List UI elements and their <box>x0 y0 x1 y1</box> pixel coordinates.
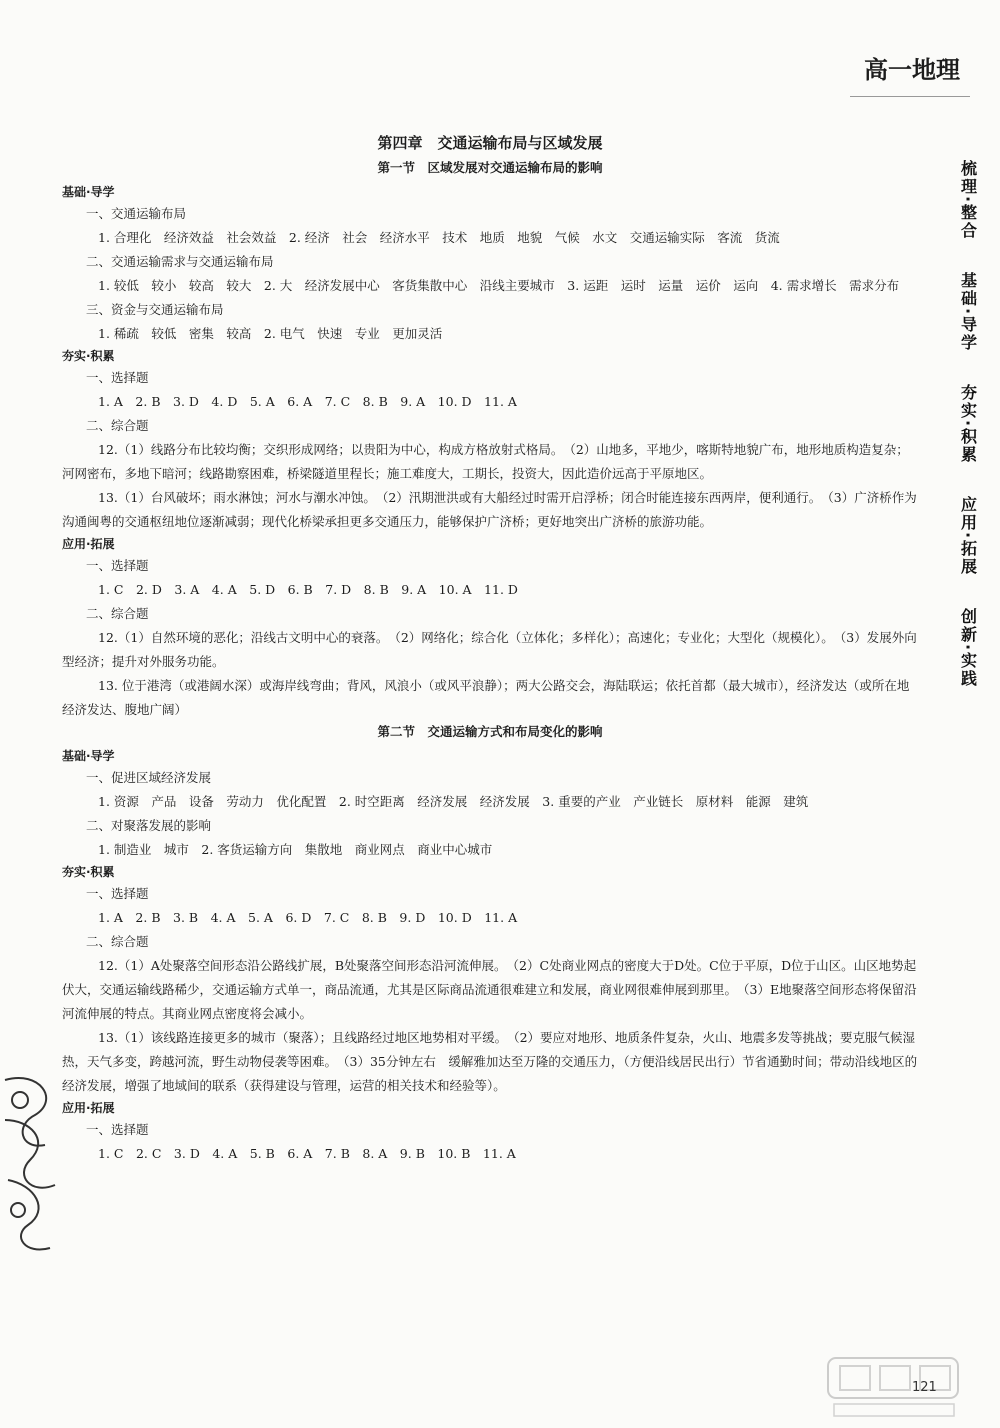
part-heading: 二、综合题 <box>86 934 149 949</box>
sections-container <box>62 158 918 1166</box>
section-title: 第二节 交通运输方式和布局变化的影响 <box>377 724 603 739</box>
answer-line: 12.（1）自然环境的恶化；沿线古文明中心的衰落。 （2）网络化；综合化（立体化；多样化）；高速化；专业化；大型化（规模化）。 （3）发展外向型经济；提升对外服务功能。 <box>62 630 917 669</box>
answer-line: 1. 稀疏 较低 密集 较高 2. 电气 快速 专业 更加灵活 <box>98 326 443 341</box>
answer-line: 1. 较低 较小 较高 较大 2. 大 经济发展中心 客货集散中心 沿线主要城市 3. 运距 运时 运量 运价 运向 4. 需求增长 需求分布 <box>98 278 900 293</box>
block-heading: 应用·拓展 <box>62 1101 115 1115</box>
part-heading: 二、综合题 <box>86 606 149 621</box>
answer-content <box>62 132 918 1166</box>
part-heading: 二、综合题 <box>86 418 149 433</box>
answer-line: 1. A 2. B 3. D 4. D 5. A 6. A 7. C 8. B 9. A 10. D 11. A <box>98 394 517 409</box>
chapter-title: 第四章 交通运输布局与区域发展 <box>377 134 603 152</box>
part-heading: 一、交通运输布局 <box>86 206 187 221</box>
part-heading: 一、促进区域经济发展 <box>86 770 212 785</box>
answer-line: 12.（1）线路分布比较均衡；交织形成网络；以贵阳为中心，构成方格放射式格局。 （2）山地多，平地少，喀斯特地貌广布，地形地质构造复杂；河网密布，多地下暗河；线路勘察困难，桥梁隧道里程长；施工难度大，工期长，投资大，因此造价远高于平原地区。 <box>62 442 909 481</box>
header-divider <box>850 96 970 97</box>
part-heading: 一、选择题 <box>86 558 149 573</box>
block-heading: 基础·导学 <box>62 185 115 199</box>
block-heading: 夯实·积累 <box>62 865 115 879</box>
side-nav-item-consolidate[interactable]: 夯实·积累 <box>958 384 978 465</box>
part-heading: 一、选择题 <box>86 1122 149 1137</box>
part-heading: 一、选择题 <box>86 370 149 385</box>
answer-line: 1. 合理化 经济效益 社会效益 2. 经济 社会 经济水平 技术 地质 地貌 气候 水文 交通运输实际 客流 货流 <box>98 230 780 245</box>
block-heading: 应用·拓展 <box>62 537 115 551</box>
answer-line: 1. C 2. D 3. A 4. A 5. D 6. B 7. D 8. B 9. A 10. A 11. D <box>98 582 518 597</box>
answer-line: 12.（1）A处聚落空间形态沿公路线扩展，B处聚落空间形态沿河流伸展。 （2）C处商业网点的密度大于D处。C位于平原，D位于山区。山区地势起伏大，交通运输线路稀少，交通运输方式单一，商品流通，尤其是区际商品流通很难建立和发展，商业网很难伸展到那里。 （3）E地聚落空间形态将保留沿河流伸展的特点。其商业网点密度将会减小。 <box>62 958 917 1021</box>
part-heading: 三、资金与交通运输布局 <box>86 302 224 317</box>
part-heading: 一、选择题 <box>86 886 149 901</box>
side-nav-item-apply[interactable]: 应用·拓展 <box>958 496 978 577</box>
answer-line: 1. A 2. B 3. B 4. A 5. A 6. D 7. C 8. B 9. D 10. D 11. A <box>98 910 518 925</box>
side-nav-item-innovate[interactable]: 创新·实践 <box>958 608 978 689</box>
part-heading: 二、交通运输需求与交通运输布局 <box>86 254 274 269</box>
side-nav-item-organize[interactable]: 梳理·整合 <box>958 160 978 241</box>
answer-line: 1. 资源 产品 设备 劳动力 优化配置 2. 时空距离 经济发展 经济发展 3. 重要的产业 产业链长 原材料 能源 建筑 <box>98 794 809 809</box>
subject-title: 高一地理 <box>864 56 960 84</box>
answer-line: 13.（1）该线路连接更多的城市（聚落）；且线路经过地区地势相对平缓。 （2）要应对地形、地质条件复杂，火山、地震多发等挑战；要克服气候湿热，天气多变，跨越河流，野生动物侵袭等困难。 （3）35分钟左右 缓解雅加达至万隆的交通压力，（方便沿线居民出行）节省通勤时间；带动沿线地区的经济发展，增强了地域间的联系（获得建设与管理，运营的相关技术和经验等）。 <box>62 1030 918 1093</box>
answer-line: 1. 制造业 城市 2. 客货运输方向 集散地 商业网点 商业中心城市 <box>98 842 493 857</box>
part-heading: 二、对聚落发展的影响 <box>86 818 212 833</box>
block-heading: 夯实·积累 <box>62 349 115 363</box>
side-navigation <box>950 160 986 688</box>
answer-line: 13.（1）台风破坏；雨水淋蚀；河水与潮水冲蚀。 （2）汛期泄洪或有大船经过时需开启浮桥；闭合时能连接东西两岸，便利通行。 （3）广济桥作为沟通闽粤的交通枢纽地位逐渐减弱；现代化桥梁承担更多交通压力，能够保护广济桥；更好地突出广济桥的旅游功能。 <box>62 490 917 529</box>
watermark-logo-icon <box>820 1352 970 1422</box>
decorative-swirl-icon <box>0 1060 70 1260</box>
section-title: 第一节 区域发展对交通运输布局的影响 <box>377 160 603 175</box>
answer-line: 1. C 2. C 3. D 4. A 5. B 6. A 7. B 8. A 9. B 10. B 11. A <box>98 1146 516 1161</box>
answer-line: 13. 位于港湾（或港阔水深）或海岸线弯曲；背风，风浪小（或风平浪静）；两大公路交会，海陆联运；依托首都（最大城市），经济发达（或所在地经济发达、腹地广阔） <box>62 678 910 717</box>
block-heading: 基础·导学 <box>62 749 115 763</box>
page-number: 121 <box>912 1380 937 1395</box>
side-nav-item-basics[interactable]: 基础·导学 <box>958 272 978 353</box>
